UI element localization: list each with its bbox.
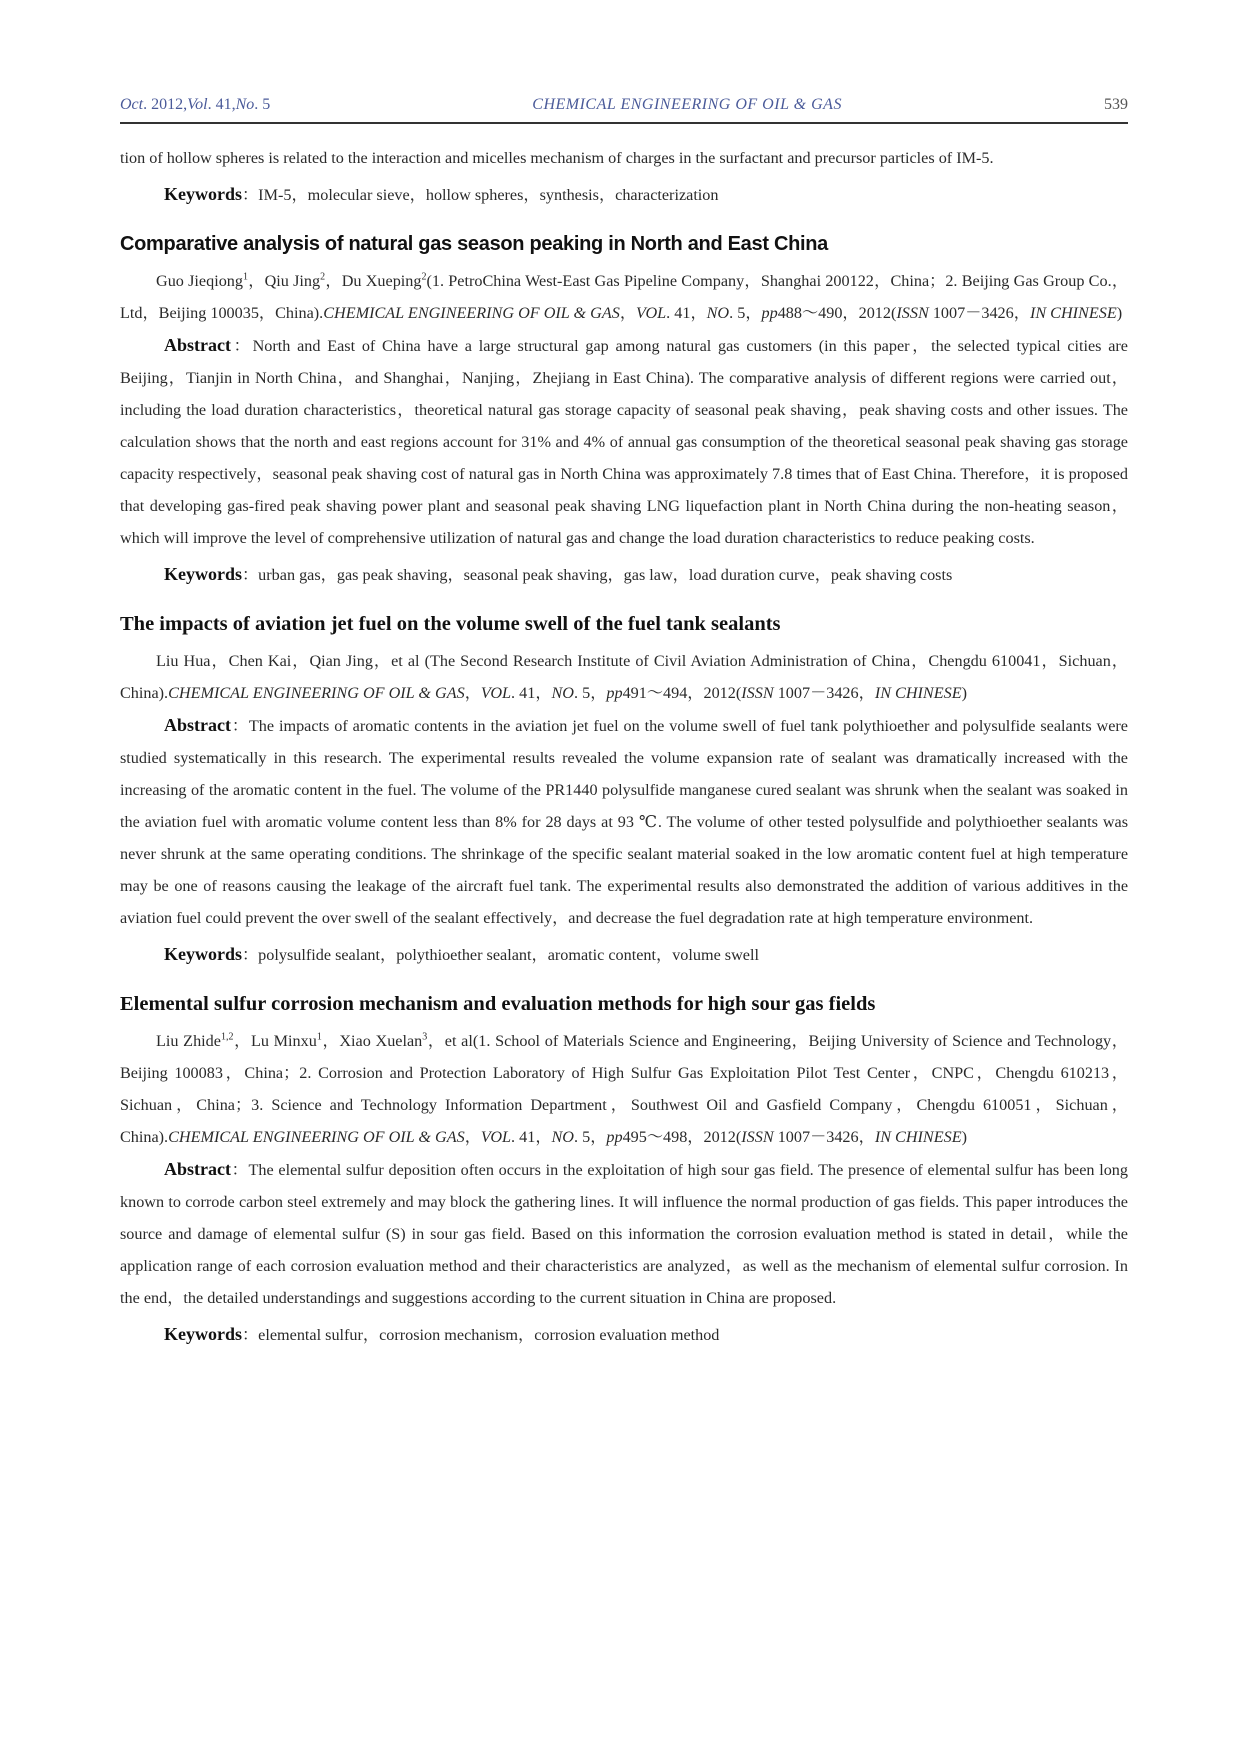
- keywords-line: Keywords：urban gas，gas peak shaving，seasonal peak shaving，gas law，load duration curve，peak shaving costs: [164, 564, 953, 584]
- article-title: The impacts of aviation jet fuel on the volume swell of the fuel tank sealants: [120, 613, 781, 635]
- continued-abstract-text: tion of hollow spheres is related to the interaction and micelles mechanism of charges in the surfactant and precursor particles of IM-5.: [120, 149, 994, 167]
- author-citation: Guo Jieqiong$^1$，Qiu Jing$^2$，Du Xueping$^2$(1. PetroChina West-East Gas Pipeline Company，Shanghai 200122，China；2. Beijing Gas Group Co.，Ltd，Beijing 100035，China).CHEMICAL ENGINEERING OF OIL & GAS，VOL. 41，NO. 5，pp488～490，2012(ISSN 1007－3426，IN CHINESE): [120, 271, 1129, 322]
- abstract-paragraph: Abstract：North and East of China have a large structural gap among natural gas customers (in this paper，the selected typical cities are Beijing，Tianjin in North China，and Shanghai，Nanjing，Zhejiang in East China). The comparative analysis of different regions were carried out，including the load duration characteristics，theoretical natural gas storage capacity of seasonal peak shaving，peak shaving costs and other issues. The calculation shows that the north and east regions account for 31% and 4% of annual gas consumption of the theoretical seasonal peak shaving gas storage capacity respectively，seasonal peak shaving cost of natural gas in North China was approximately 7.8 times that of East China. Therefore，it is proposed that developing gas-fired peak shaving power plant and seasonal peak shaving LNG liquefaction plant in North China during the non-heating season，which will improve the level of comprehensive utilization of natural gas and change the load duration characteristics to reduce peaking costs.: [120, 335, 1128, 547]
- author-citation: Liu Zhide$^{1,2}$，Lu Minxu$^1$，Xiao Xuelan$^3$，et al(1. School of Materials Science and Engineering，Beijing University of Science and Technology，Beijing 100083，China；2. Corrosion and Protection Laboratory of High Sulfur Gas Exploitation Pilot Test Center，CNPC，Chengdu 610213，Sichuan，China；3. Science and Technology Information Department，Southwest Oil and Gasfield Company，Chengdu 610051，Sichuan，China).CHEMICAL ENGINEERING OF OIL & GAS，VOL. 41，NO. 5，pp495～498，2012(ISSN 1007－3426，IN CHINESE): [120, 1031, 1128, 1146]
- abstract-paragraph: Abstract：The impacts of aromatic contents in the aviation jet fuel on the volume swell of fuel tank polythioether and polysulfide sealants were studied systematically in this research. The experimental results revealed the volume expansion rate of sealant was dramatically increased with the increasing of the aromatic content in the fuel. The volume of the PR1440 polysulfide manganese cured sealant was shrunk when the sealant was soaked in the aviation fuel with aromatic volume content less than 8% for 28 days at 93 ℃. The volume of other tested polysulfide and polythioether sealants was never shrunk at the same operating conditions. The shrinkage of the specific sealant material soaked in the low aromatic content fuel at high temperature may be one of reasons causing the leakage of the aircraft fuel tank. The experimental results also demonstrated the addition of various additives in the aviation fuel could prevent the over swell of the sealant effectively，and decrease the fuel degradation rate at high temperature environment.: [120, 715, 1128, 927]
- article-title: Comparative analysis of natural gas season peaking in North and East China: [120, 233, 828, 255]
- keywords-line: Keywords：IM-5，molecular sieve，hollow spheres，synthesis，characterization: [164, 184, 719, 204]
- journal-page: [120, 96, 1128, 1351]
- page-number: 539: [1103, 96, 1128, 113]
- keywords-line: Keywords：elemental sulfur，corrosion mechanism，corrosion evaluation method: [164, 1324, 720, 1344]
- keywords-line: Keywords：polysulfide sealant，polythioether sealant，aromatic content，volume swell: [164, 944, 759, 964]
- author-citation: Liu Hua，Chen Kai，Qian Jing，et al (The Second Research Institute of Civil Aviation Administration of China，Chengdu 610041，Sichuan，China).CHEMICAL ENGINEERING OF OIL & GAS，VOL. 41，NO. 5，pp491～494，2012(ISSN 1007－3426，IN CHINESE): [120, 652, 1128, 702]
- abstract-paragraph: Abstract：The elemental sulfur deposition often occurs in the exploitation of high sour gas field. The presence of elemental sulfur has been long known to corrode carbon steel extremely and may block the gathering lines. It will influence the normal production of gas fields. This paper introduces the source and damage of elemental sulfur (S) in sour gas field. Based on this information the corrosion evaluation method is stated in detail，while the application range of each corrosion evaluation method and their characteristics are analyzed，as well as the mechanism of elemental sulfur corrosion. In the end，the detailed understandings and suggestions according to the current situation in China are proposed.: [120, 1159, 1128, 1307]
- running-header: [120, 96, 1128, 124]
- journal-title: CHEMICAL ENGINEERING OF OIL & GAS: [532, 96, 842, 113]
- issue-info: Oct. 2012,Vol. 41,No. 5: [120, 96, 271, 113]
- article-title: Elemental sulfur corrosion mechanism and evaluation methods for high sour gas fields: [120, 993, 876, 1015]
